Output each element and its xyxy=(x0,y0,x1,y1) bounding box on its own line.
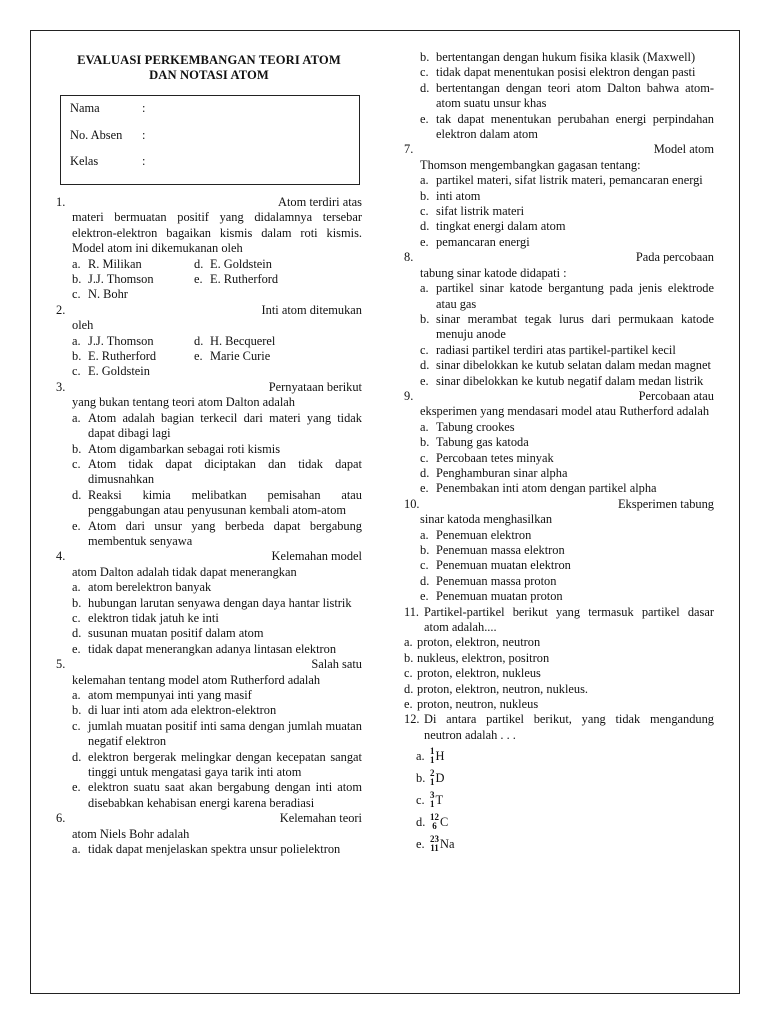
answer-option[interactable] xyxy=(72,780,362,811)
option-text: E. Rutherford xyxy=(88,349,157,364)
answer-option[interactable] xyxy=(420,589,714,604)
question-stem-text: Di antara partikel berikut, yang tidak mengandung neutron adalah . . . xyxy=(424,712,714,742)
option-letter: b. xyxy=(72,595,82,610)
answer-option[interactable] xyxy=(404,666,714,681)
option-text: partikel sinar katode bergantung pada jenis elektrode atau gas xyxy=(436,281,714,311)
answer-option[interactable] xyxy=(404,697,714,712)
answer-option[interactable] xyxy=(72,596,362,611)
answer-options xyxy=(404,528,714,605)
answer-option[interactable] xyxy=(420,312,714,343)
question-stem-line: Kelemahan teori xyxy=(279,811,362,826)
answer-option[interactable] xyxy=(72,519,362,550)
element-symbol: T xyxy=(435,792,444,807)
option-text: N. Bohr xyxy=(88,287,128,302)
mass-number: 12 xyxy=(430,812,439,823)
question-6-continued xyxy=(404,50,714,142)
right-column xyxy=(404,50,714,855)
mass-number: 3 xyxy=(430,790,435,801)
answer-option[interactable] xyxy=(404,682,714,697)
mass-number: 1 xyxy=(430,746,435,757)
option-letter: d. xyxy=(404,681,414,696)
answer-option[interactable] xyxy=(72,626,362,641)
option-letter: b. xyxy=(72,349,82,364)
question-number: 9. xyxy=(404,388,414,403)
option-text: partikel materi, sifat listrik materi, pemancaran energi xyxy=(436,173,703,188)
option-text: E. Goldstein xyxy=(88,364,150,379)
answer-options xyxy=(404,635,714,712)
answer-option-row xyxy=(72,272,362,287)
answer-option[interactable] xyxy=(416,833,714,855)
option-text: Tabung crookes xyxy=(436,419,515,434)
option-text: Atom digambarkan sebagai roti kismis xyxy=(88,441,281,456)
option-letter: e. xyxy=(420,373,429,388)
option-text: Penemuan massa proton xyxy=(436,573,557,588)
question-stem-rest: tabung sinar katode didapati : xyxy=(420,265,567,280)
answer-option[interactable] xyxy=(194,257,316,272)
option-letter: b. xyxy=(420,50,430,64)
element-symbol: C xyxy=(440,814,449,829)
option-text: tidak dapat menjelaskan spektra unsur polielektron xyxy=(88,842,341,857)
answer-option-row xyxy=(72,334,362,349)
option-text: Penemuan muatan elektron xyxy=(436,558,571,573)
option-text: susunan muatan positif dalam atom xyxy=(88,626,264,641)
answer-option[interactable] xyxy=(72,349,194,364)
answer-option[interactable] xyxy=(420,528,714,543)
option-text: radiasi partikel terdiri atas partikel-partikel kecil xyxy=(436,342,676,357)
answer-option[interactable] xyxy=(420,543,714,558)
answer-options xyxy=(56,257,362,303)
option-letter: b. xyxy=(72,703,82,718)
answer-option[interactable] xyxy=(420,343,714,358)
option-text: atom mempunyai inti yang masif xyxy=(88,688,252,702)
question-stem-line: Kelemahan model xyxy=(271,549,362,564)
option-letter: e. xyxy=(72,780,81,795)
option-text: tidak dapat menerangkan adanya lintasan elektron xyxy=(88,641,337,656)
answer-option[interactable] xyxy=(72,364,194,379)
option-text: E. Rutherford xyxy=(210,272,279,287)
absen-field[interactable] xyxy=(70,128,359,155)
option-text: Atom adalah bagian terkecil dari materi yang tidak dapat dibagi lagi xyxy=(88,410,362,441)
atomic-number: 1 xyxy=(430,799,435,810)
option-text: Percobaan tetes minyak xyxy=(436,450,554,465)
option-letter: d. xyxy=(420,80,430,95)
question-12 xyxy=(404,712,714,855)
option-text: Atom dari unsur yang berbeda dapat bergabung membentuk senyawa xyxy=(88,518,362,548)
answer-options xyxy=(56,411,362,550)
kelas-field[interactable] xyxy=(70,154,359,181)
kelas-label: Kelas xyxy=(70,154,99,168)
answer-option[interactable] xyxy=(420,281,714,312)
atomic-number: 1 xyxy=(430,777,435,788)
option-text: proton, elektron, neutron, nukleus. xyxy=(417,681,589,696)
option-text: atom berelektron banyak xyxy=(88,580,212,595)
question-stem xyxy=(404,712,714,743)
question-7 xyxy=(404,142,714,250)
answer-option[interactable] xyxy=(420,50,714,65)
question-stem-line: Pada percobaan xyxy=(635,250,714,265)
option-letter: a. xyxy=(72,580,81,595)
answer-option[interactable] xyxy=(420,481,714,496)
option-letter: e. xyxy=(420,481,429,496)
question-number: 10. xyxy=(404,496,420,511)
nuclide-numbers xyxy=(430,835,439,853)
question-stem-rest: kelemahan tentang model atom Rutherford adalah xyxy=(72,672,321,687)
answer-option[interactable] xyxy=(420,358,714,373)
answer-option[interactable] xyxy=(420,374,714,389)
option-letter: d. xyxy=(420,219,430,234)
answer-options xyxy=(56,688,362,811)
answer-option[interactable] xyxy=(72,688,362,703)
question-5 xyxy=(56,657,362,811)
question-6 xyxy=(56,811,362,857)
option-letter: d. xyxy=(420,465,430,480)
question-stem xyxy=(56,811,362,826)
answer-option[interactable] xyxy=(420,235,714,250)
option-text: Penghamburan sinar alpha xyxy=(436,465,568,480)
question-number: 8. xyxy=(404,250,414,265)
question-number: 5. xyxy=(56,657,66,672)
option-text: inti atom xyxy=(436,188,481,203)
option-letter: b. xyxy=(72,441,82,456)
option-letter: c. xyxy=(420,558,429,573)
option-text: elektron bergerak melingkar dengan kecepatan sangat tinggi untuk mengatasi gaya tarik inti atom xyxy=(88,749,362,780)
question-stem-rest: Thomson mengembangkan gagasan tentang: xyxy=(420,157,641,172)
option-letter: b. xyxy=(420,188,430,203)
option-letter: c. xyxy=(404,666,413,681)
question-stem-line: Atom terdiri atas xyxy=(278,195,362,209)
answer-option[interactable] xyxy=(194,334,316,349)
nuclide-numbers xyxy=(430,791,435,809)
element-symbol: Na xyxy=(440,836,455,851)
option-text: bertentangan dengan teori atom Dalton bahwa atom-atom suatu unsur khas xyxy=(436,80,714,111)
option-letter: c. xyxy=(420,65,429,80)
option-text: sinar dibelokkan ke kutub selatan dalam medan magnet xyxy=(436,358,711,373)
option-letter: d. xyxy=(72,487,82,502)
question-stem xyxy=(56,657,362,672)
answer-options xyxy=(404,173,714,250)
answer-option[interactable] xyxy=(72,287,194,302)
nuclide-numbers xyxy=(430,747,435,765)
question-stem-rest: atom Dalton adalah tidak dapat menerangkan xyxy=(72,564,297,579)
title-line-2: DAN NOTASI ATOM xyxy=(149,67,269,82)
option-letter: d. xyxy=(420,573,430,588)
option-text: proton, elektron, neutron xyxy=(417,635,541,650)
answer-option[interactable] xyxy=(72,719,362,750)
question-8 xyxy=(404,250,714,389)
option-letter: d. xyxy=(420,358,430,373)
name-label: Nama xyxy=(70,101,100,115)
option-text: J.J. Thomson xyxy=(88,333,154,348)
option-text: hubungan larutan senyawa dengan daya hantar listrik xyxy=(88,595,352,610)
option-letter: b. xyxy=(416,770,426,785)
answer-option[interactable] xyxy=(72,411,362,442)
answer-option[interactable] xyxy=(416,811,714,833)
option-text: tidak dapat menentukan posisi elektron dengan pasti xyxy=(436,65,696,80)
question-stem xyxy=(404,389,714,404)
atomic-number: 1 xyxy=(430,755,435,766)
option-letter: a. xyxy=(72,333,81,348)
option-text: pemancaran energi xyxy=(436,234,530,249)
question-stem-rest: eksperimen yang mendasari model atau Rutherford adalah xyxy=(420,404,710,419)
question-stem-text: Partikel-partikel berikut yang termasuk partikel dasar atom adalah.... xyxy=(424,604,714,635)
answer-option[interactable] xyxy=(420,435,714,450)
answer-option[interactable] xyxy=(420,466,714,481)
question-stem-line: Pernyataan berikut xyxy=(268,379,362,394)
option-letter: e. xyxy=(194,349,203,364)
question-stem-rest: sinar katoda menghasilkan xyxy=(420,512,553,527)
option-text: di luar inti atom ada elektron-elektron xyxy=(88,703,277,718)
question-10 xyxy=(404,497,714,605)
identity-box xyxy=(60,95,360,185)
answer-option[interactable] xyxy=(404,635,714,650)
answer-option[interactable] xyxy=(420,189,714,204)
answer-options xyxy=(404,281,714,389)
question-number: 12. xyxy=(404,712,420,727)
answer-option[interactable] xyxy=(420,65,714,80)
option-text: nukleus, elektron, positron xyxy=(417,650,550,665)
option-letter: c. xyxy=(72,456,81,471)
option-text: tingkat energi dalam atom xyxy=(436,219,566,234)
page-title xyxy=(56,53,362,82)
option-letter: e. xyxy=(420,111,429,126)
option-letter: a. xyxy=(420,281,429,296)
absen-colon: : xyxy=(142,127,146,142)
question-stem xyxy=(56,303,362,318)
question-number: 2. xyxy=(56,302,66,317)
option-letter: c. xyxy=(420,450,429,465)
question-stem xyxy=(56,195,362,210)
option-letter: e. xyxy=(72,641,81,656)
answer-option[interactable] xyxy=(72,750,362,781)
left-column xyxy=(56,50,362,857)
answer-options xyxy=(56,842,362,857)
atomic-number: 11 xyxy=(430,843,439,854)
option-text: E. Goldstein xyxy=(210,256,272,271)
question-number: 4. xyxy=(56,549,66,564)
option-letter: e. xyxy=(72,518,81,533)
kelas-colon: : xyxy=(142,154,146,168)
option-letter: d. xyxy=(194,333,204,348)
option-text: proton, neutron, nukleus xyxy=(417,697,539,712)
option-letter: e. xyxy=(404,697,413,712)
answer-option[interactable] xyxy=(420,219,714,234)
answer-option[interactable] xyxy=(72,457,362,488)
option-text: Atom tidak dapat diciptakan dan tidak dapat dimusnahkan xyxy=(88,456,362,487)
option-text: bertentangan dengan hukum fisika klasik (Maxwell) xyxy=(436,50,696,64)
answer-option-row xyxy=(72,364,362,379)
answer-option[interactable] xyxy=(420,420,714,435)
answer-option[interactable] xyxy=(72,642,362,657)
option-text: elektron tidak jatuh ke inti xyxy=(88,610,219,625)
option-letter: c. xyxy=(416,792,425,807)
question-stem-line: Percobaan atau xyxy=(638,388,714,403)
option-text: Penemuan muatan proton xyxy=(436,589,563,604)
option-letter: a. xyxy=(420,527,429,542)
option-letter: c. xyxy=(420,204,429,219)
answer-option-row xyxy=(72,257,362,272)
answer-option[interactable] xyxy=(72,488,362,519)
nuclide-numbers xyxy=(430,813,439,831)
option-letter: d. xyxy=(416,814,426,829)
question-stem xyxy=(404,497,714,512)
option-letter: d. xyxy=(72,626,82,641)
question-number: 1. xyxy=(56,195,66,209)
option-text: Reaksi kimia melibatkan pemisahan atau penggabungan atau penyusunan kembali atom-atom xyxy=(88,487,362,518)
answer-option[interactable] xyxy=(72,334,194,349)
question-stem-rest: materi bermuatan positif yang didalamnya tersebar elektron-elektron bagaikan kismis dalam roti kismis. Model atom ini dikemukanan oleh xyxy=(72,210,362,256)
answer-option[interactable] xyxy=(194,272,316,287)
answer-option[interactable] xyxy=(420,112,714,143)
option-letter: a. xyxy=(420,419,429,434)
option-text: proton, elektron, nukleus xyxy=(417,666,541,681)
answer-options xyxy=(404,420,714,497)
answer-option[interactable] xyxy=(416,767,714,789)
question-9 xyxy=(404,389,714,497)
answer-option[interactable] xyxy=(420,204,714,219)
question-stem-rest: yang bukan tentang teori atom Dalton adalah xyxy=(72,395,295,410)
atomic-number: 6 xyxy=(432,821,437,832)
right-question-list xyxy=(404,50,714,855)
option-letter: a. xyxy=(72,688,81,702)
question-number: 3. xyxy=(56,379,66,394)
option-letter: c. xyxy=(72,364,81,379)
answer-option-row xyxy=(72,287,362,302)
nuclide-numbers xyxy=(430,769,435,787)
element-symbol: H xyxy=(435,748,445,763)
question-1 xyxy=(56,195,362,303)
element-symbol: D xyxy=(435,770,445,785)
question-number: 6. xyxy=(56,811,66,826)
option-text: elektron suatu saat akan bergabung dengan inti atom disebabkan kehabisan energi karena beradiasi xyxy=(88,780,362,810)
answer-options xyxy=(404,745,714,855)
question-stem-line: Salah satu xyxy=(311,657,362,672)
question-3 xyxy=(56,380,362,549)
option-text: sifat listrik materi xyxy=(436,204,525,219)
option-letter: c. xyxy=(72,610,81,625)
question-number: 7. xyxy=(404,142,414,157)
question-number: 11. xyxy=(404,604,420,619)
left-question-list xyxy=(56,195,362,857)
question-stem xyxy=(56,549,362,564)
question-stem xyxy=(56,380,362,395)
name-colon: : xyxy=(142,101,146,115)
answer-option[interactable] xyxy=(72,842,362,857)
question-stem-rest: atom Niels Bohr adalah xyxy=(72,826,190,841)
question-stem-line: Model atom xyxy=(653,142,714,157)
answer-option[interactable] xyxy=(420,81,714,112)
option-letter: e. xyxy=(416,836,425,851)
answer-options xyxy=(56,334,362,380)
answer-options xyxy=(56,580,362,657)
option-text: Penembakan inti atom dengan partikel alpha xyxy=(436,481,657,496)
option-letter: d. xyxy=(194,256,204,271)
option-text: H. Becquerel xyxy=(210,333,276,348)
option-text: tak dapat menentukan perubahan energi perpindahan elektron dalam atom xyxy=(436,111,714,142)
absen-label: No. Absen xyxy=(70,127,123,142)
option-letter: a. xyxy=(72,256,81,271)
option-text: jumlah muatan positif inti sama dengan jumlah muatan negatif elektron xyxy=(88,718,362,749)
option-letter: a. xyxy=(420,173,429,188)
option-letter: e. xyxy=(420,589,429,604)
mass-number: 2 xyxy=(430,768,435,779)
question-2 xyxy=(56,303,362,380)
answer-option[interactable] xyxy=(420,173,714,188)
option-letter: e. xyxy=(420,234,429,249)
question-stem xyxy=(404,250,714,265)
option-text: J.J. Thomson xyxy=(88,272,154,287)
option-letter: a. xyxy=(72,842,81,857)
option-letter: b. xyxy=(420,435,430,450)
option-letter: a. xyxy=(404,635,413,650)
option-text: R. Milikan xyxy=(88,256,142,271)
option-text: Tabung gas katoda xyxy=(436,435,529,450)
question-stem xyxy=(404,142,714,157)
question-stem xyxy=(404,605,714,636)
option-text: sinar merambat tegak lurus dari permukaan katode menuju anode xyxy=(436,311,714,342)
option-letter: c. xyxy=(72,718,81,733)
question-11 xyxy=(404,605,714,713)
option-letter: b. xyxy=(420,311,430,326)
option-letter: d. xyxy=(72,749,82,764)
option-letter: c. xyxy=(420,342,429,357)
answer-option[interactable] xyxy=(72,442,362,457)
answer-option-row xyxy=(72,349,362,364)
answer-option[interactable] xyxy=(416,745,714,767)
answer-option[interactable] xyxy=(72,611,362,626)
question-4 xyxy=(56,549,362,657)
question-stem-line: Inti atom ditemukan xyxy=(261,302,362,317)
option-text: Marie Curie xyxy=(210,349,271,364)
option-letter: a. xyxy=(416,748,425,763)
question-stem-line: Eksperimen tabung xyxy=(617,496,714,511)
answer-option[interactable] xyxy=(416,789,714,811)
option-letter: c. xyxy=(72,287,81,302)
answer-option[interactable] xyxy=(420,574,714,589)
option-text: Penemuan elektron xyxy=(436,527,532,542)
option-letter: a. xyxy=(72,410,81,425)
option-text: sinar dibelokkan ke kutub negatif dalam medan listrik xyxy=(436,373,704,388)
option-text: Penemuan massa elektron xyxy=(436,543,565,557)
answer-option[interactable] xyxy=(404,651,714,666)
question-stem-rest: oleh xyxy=(72,318,94,333)
answer-option[interactable] xyxy=(72,580,362,595)
option-letter: e. xyxy=(194,272,203,287)
answer-option[interactable] xyxy=(194,349,316,364)
option-letter: b. xyxy=(72,272,82,287)
answer-option[interactable] xyxy=(72,272,194,287)
option-letter: b. xyxy=(420,543,430,557)
name-field[interactable] xyxy=(70,101,359,128)
answer-option[interactable] xyxy=(72,703,362,718)
answer-option[interactable] xyxy=(420,451,714,466)
title-line-1: EVALUASI PERKEMBANGAN TEORI ATOM xyxy=(77,53,341,67)
option-letter: b. xyxy=(404,650,414,665)
answer-option[interactable] xyxy=(420,558,714,573)
mass-number: 23 xyxy=(430,834,439,845)
answer-option[interactable] xyxy=(72,257,194,272)
